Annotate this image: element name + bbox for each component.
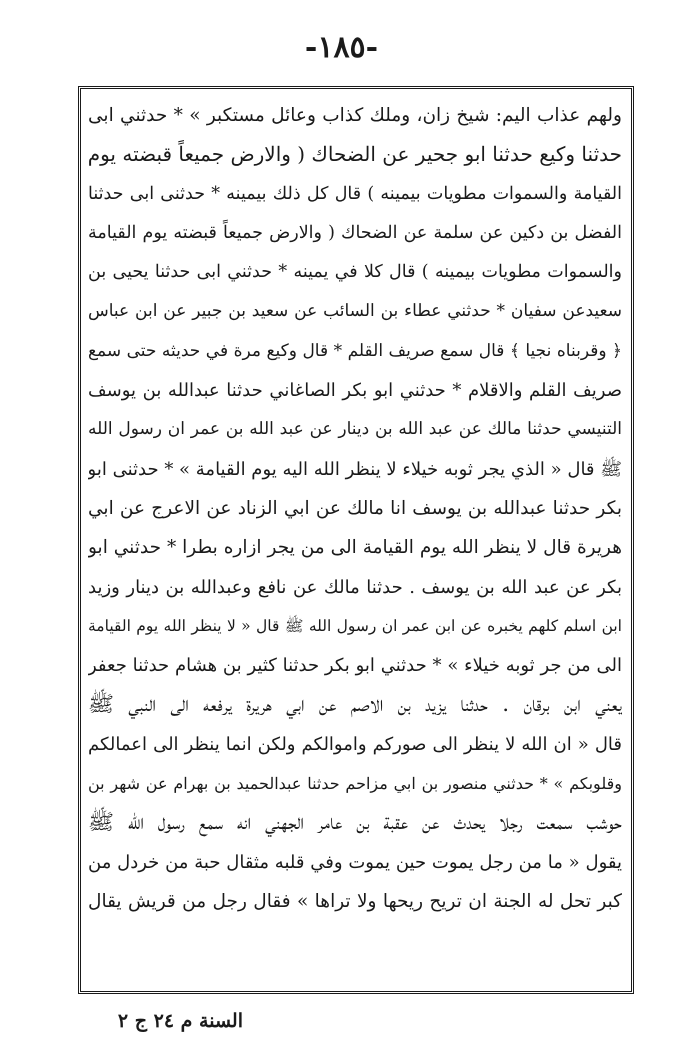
text-line: ابن اسلم كلهم يخبره عن ابن عمر ان رسول الله ﷺ قال « لا ينظر الله يوم القيامة — [88, 616, 622, 635]
text-line: الى من جر ثوبه خيلاء » * حدثني ابو بكر حدثنا كثير بن هشام حدثنا جعفر — [88, 655, 622, 677]
text-line: وقلوبكم » * حدثني منصور بن ابي مزاحم حدثنا عبدالحميد بن بهرام عن شهر بن — [88, 774, 622, 794]
body-text — [88, 96, 622, 921]
text-line: صريف القلم والاقلام * حدثني ابو بكر الصاغاني حدثنا عبدالله بن يوسف — [88, 380, 622, 402]
text-line: قال « ان الله لا ينظر الى صوركم واموالكم ولكن انما ينظر الى اعمالكم — [88, 733, 622, 755]
text-line: ﴿ وقربناه نجيا ﴾ قال سمع صريف القلم * قال وكيع مرة في حديثه حتى سمع — [88, 340, 622, 361]
signature-mark: السنة م ٢٤ ج ٢ — [117, 1010, 243, 1032]
text-line: والسموات مطويات بيمينه ) قال كلا في يمينه * حدثني ابى حدثنا يحيى بن — [88, 262, 622, 283]
text-line: التنيسي حدثنا مالك عن عبد الله بن دينار عن عبد الله بن عمر ان رسول الله — [88, 419, 622, 440]
text-line: كبر تحل له الجنة ان تريح ريحها ولا تراها » فقال رجل من قريش يقال — [88, 890, 622, 912]
text-line: القيامة والسموات مطويات بيمينه ) قال كل ذلك بيمينه * حدثنى ابى حدثنا — [88, 183, 622, 204]
text-line: ﷺ قال « الذي يجر ثوبه خيلاء لا ينظر الله اليه يوم القيامة » * حدثنى ابو — [88, 458, 622, 480]
text-line: بكر عن عبد الله بن يوسف . حدثنا مالك عن نافع وعبدالله بن دينار وزيد — [88, 576, 622, 598]
text-line: يعني ابن برقان . حدثنا يزيد بن الاصم عن ابي هريرة يرفعه الى النبي ﷺ — [88, 692, 622, 718]
text-line: ولهم عذاب اليم: شيخ زان، وملك كذاب وعائل مستكبر » * حدثني ابى — [88, 105, 622, 126]
text-line: سعيدعن سفيان * حدثني عطاء بن السائب عن سعيد بن جبير عن ابن عباس — [88, 301, 622, 322]
text-line: حدثنا وكيع حدثنا ابو جحير عن الضحاك ( والارض جميعاً قبضته يوم — [88, 142, 622, 167]
page-number: -١٨٥- — [304, 30, 379, 65]
text-line: يقول « ما من رجل يموت حين يموت وفي قلبه مثقال حبة من خردل من — [88, 851, 622, 873]
text-line: الفضل بن دكين عن سلمة عن الضحاك ( والارض جميعاً قبضته يوم القيامة — [88, 222, 622, 243]
text-line: بكر حدثنا عبدالله بن يوسف انا مالك عن ابي الزناد عن الاعرج عن ابي — [88, 497, 622, 519]
text-line: هريرة قال لا ينظر الله يوم القيامة الى من يجر ازاره بطرا * حدثني ابو — [88, 537, 622, 559]
text-line: حوشب سمعت رجلا يحدث عن عقبة بن عامر الجهني انه سمع رسول الله ﷺ — [88, 810, 622, 836]
